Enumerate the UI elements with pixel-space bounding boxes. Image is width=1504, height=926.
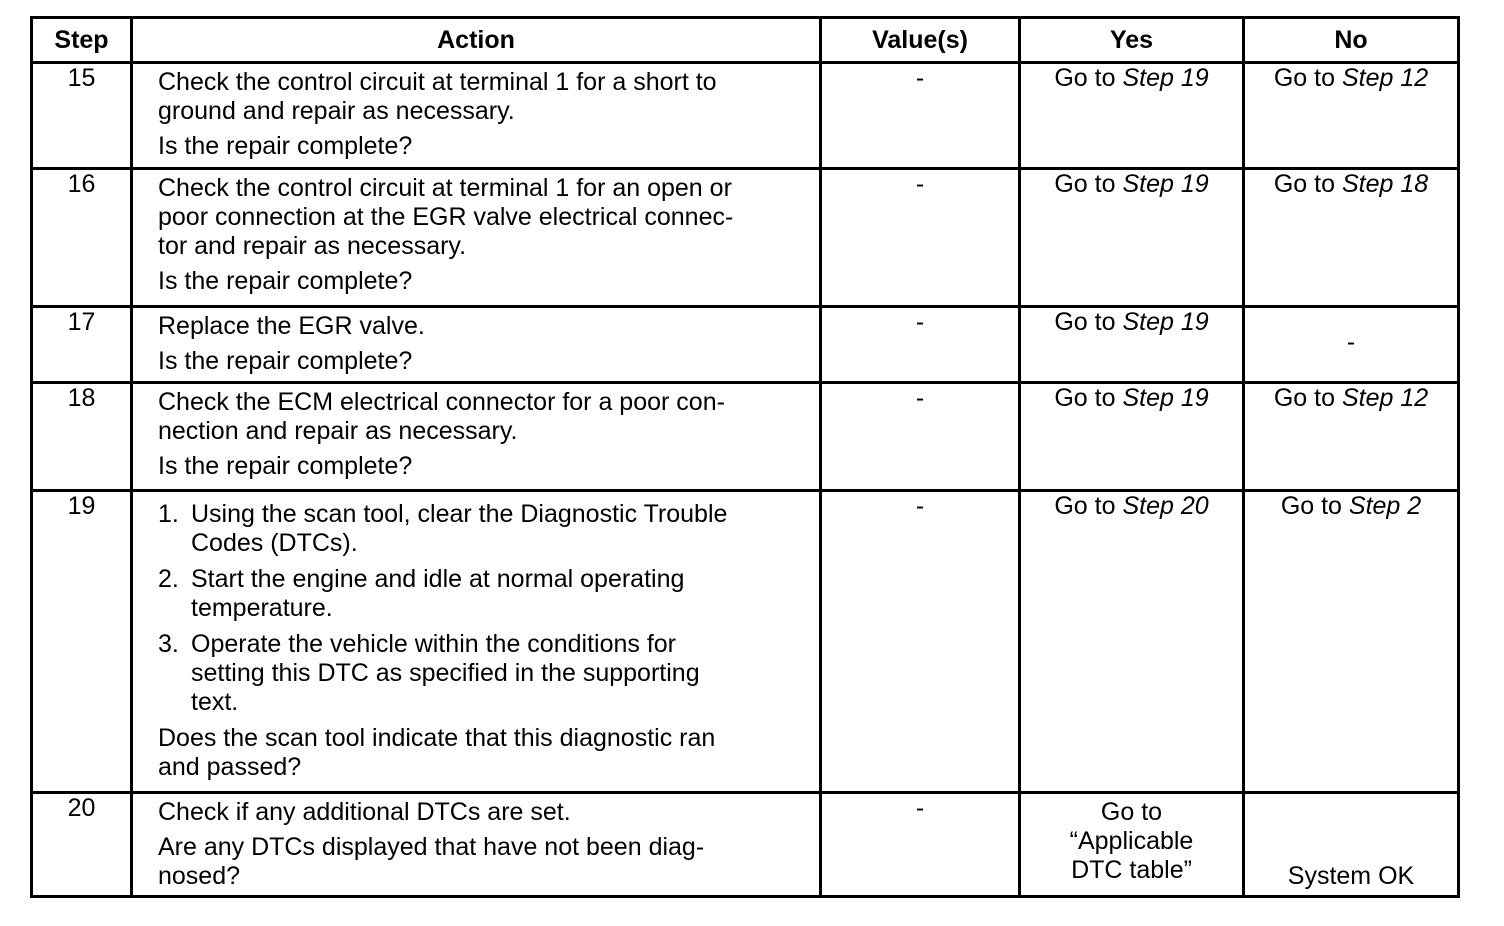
header-no: No <box>1244 18 1459 63</box>
value-cell: - <box>821 491 1020 793</box>
step-number: 20 <box>32 793 132 897</box>
no-cell <box>1244 491 1459 793</box>
value-cell: - <box>821 63 1020 169</box>
yes-line: DTC table” <box>1071 856 1192 884</box>
no-step-link[interactable]: Step 12 <box>1341 64 1429 92</box>
step-number: 16 <box>32 169 132 307</box>
no-step-link[interactable]: Step 12 <box>1341 384 1429 412</box>
action-text <box>158 798 809 827</box>
yes-line: Go to <box>1100 798 1163 826</box>
no-step-link[interactable]: Step 18 <box>1341 170 1429 198</box>
yes-prefix: Go to <box>1054 308 1123 336</box>
no-cell <box>1244 383 1459 491</box>
yes-cell <box>1020 491 1244 793</box>
action-line: Check the ECM electrical connector for a poor con- <box>158 388 725 416</box>
action-cell <box>132 169 821 307</box>
action-line: poor connection at the EGR valve electrical connec- <box>158 203 734 231</box>
action-line: Check the control circuit at terminal 1 for an open or <box>158 174 732 202</box>
no-cell: - <box>1244 307 1459 383</box>
list-item <box>158 630 809 717</box>
diagnostic-table <box>30 16 1460 898</box>
action-line: tor and repair as necessary. <box>158 232 467 260</box>
yes-line: “Applicable <box>1069 827 1194 855</box>
list-number: 1. <box>158 500 179 528</box>
table-row <box>32 383 1459 491</box>
header-row <box>32 18 1459 63</box>
list-text: Operate the vehicle within the conditions for setting this DTC as specified in the supporting text. <box>191 630 700 716</box>
action-line: nection and repair as necessary. <box>158 417 518 445</box>
value-cell: - <box>821 793 1020 897</box>
action-line: Replace the EGR valve. <box>158 312 425 340</box>
value-cell: - <box>821 383 1020 491</box>
no-step-link[interactable]: Step 2 <box>1348 492 1422 520</box>
yes-cell <box>1020 383 1244 491</box>
action-cell <box>132 307 821 383</box>
action-line: Check the control circuit at terminal 1 for a short to <box>158 68 717 96</box>
no-prefix: Go to <box>1273 64 1342 92</box>
action-question: Is the repair complete? <box>158 452 413 480</box>
action-question: Does the scan tool indicate that this diagnostic ran and passed? <box>158 724 716 781</box>
list-text: Start the engine and idle at normal operating temperature. <box>191 565 685 622</box>
step-number: 18 <box>32 383 132 491</box>
action-question: Is the repair complete? <box>158 132 413 160</box>
value-cell: - <box>821 169 1020 307</box>
action-question: Is the repair complete? <box>158 267 413 295</box>
table-row <box>32 169 1459 307</box>
no-cell: System OK <box>1244 793 1459 897</box>
action-steps-list <box>158 500 809 717</box>
no-prefix: Go to <box>1273 384 1342 412</box>
table-row <box>32 307 1459 383</box>
list-text: Using the scan tool, clear the Diagnostic Trouble Codes (DTCs). <box>191 500 728 557</box>
table-row <box>32 491 1459 793</box>
yes-prefix: Go to <box>1054 170 1123 198</box>
list-number: 3. <box>158 630 179 658</box>
step-number: 15 <box>32 63 132 169</box>
value-cell: - <box>821 307 1020 383</box>
header-step: Step <box>32 18 132 63</box>
yes-step-link[interactable]: Step 19 <box>1122 64 1209 92</box>
no-cell <box>1244 169 1459 307</box>
yes-step-link[interactable]: Step 19 <box>1122 308 1209 336</box>
yes-prefix: Go to <box>1054 384 1123 412</box>
action-cell <box>132 63 821 169</box>
header-yes: Yes <box>1020 18 1244 63</box>
action-text <box>158 68 809 126</box>
step-number: 19 <box>32 491 132 793</box>
action-cell <box>132 793 821 897</box>
list-number: 2. <box>158 565 179 593</box>
action-text <box>158 388 809 446</box>
list-item <box>158 500 809 558</box>
table-row <box>32 63 1459 169</box>
yes-prefix: Go to <box>1054 64 1123 92</box>
yes-step-link[interactable]: Step 20 <box>1122 492 1209 520</box>
header-action: Action <box>132 18 821 63</box>
list-item <box>158 565 809 623</box>
action-line: ground and repair as necessary. <box>158 97 515 125</box>
yes-step-link[interactable]: Step 19 <box>1122 170 1209 198</box>
yes-prefix: Go to <box>1054 492 1123 520</box>
action-question: Are any DTCs displayed that have not been diag- nosed? <box>158 833 705 890</box>
action-text <box>158 312 809 341</box>
action-line: Check if any additional DTCs are set. <box>158 798 571 826</box>
action-question: Is the repair complete? <box>158 347 413 375</box>
yes-cell <box>1020 307 1244 383</box>
no-cell <box>1244 63 1459 169</box>
no-prefix: Go to <box>1273 170 1342 198</box>
no-prefix: Go to <box>1280 492 1349 520</box>
yes-cell <box>1020 169 1244 307</box>
table-row <box>32 793 1459 897</box>
yes-cell[interactable] <box>1020 793 1244 897</box>
action-cell <box>132 491 821 793</box>
action-text <box>158 174 809 261</box>
header-values: Value(s) <box>821 18 1020 63</box>
yes-step-link[interactable]: Step 19 <box>1122 384 1209 412</box>
yes-cell <box>1020 63 1244 169</box>
step-number: 17 <box>32 307 132 383</box>
action-cell <box>132 383 821 491</box>
